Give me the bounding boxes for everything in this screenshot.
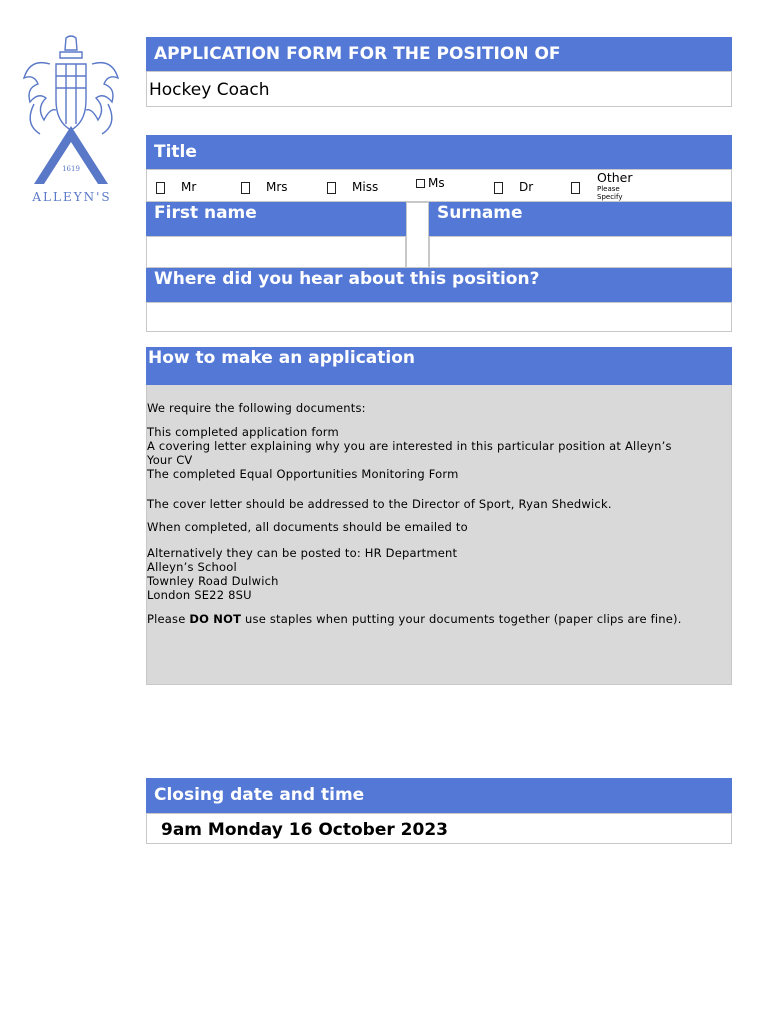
checkbox-icon[interactable] [327,182,336,194]
school-crest-logo [20,34,122,206]
logo-year: 1619 [62,165,80,173]
staples-note: Please DO NOT use staples when putting your documents together (paper clips are fine). [147,612,682,626]
post-address-line: London SE22 8SU [147,588,252,602]
position-value: Hockey Coach [149,80,270,100]
first-name-input[interactable] [146,236,406,268]
how-to-apply-header: How to make an application [146,347,732,385]
docs-intro: We require the following documents: [147,401,366,415]
doc-item: The completed Equal Opportunities Monitoring Form [147,467,459,481]
post-address-line: Alleyn’s School [147,560,237,574]
doc-item: A covering letter explaining why you are interested in this particular position at Alleyn’s [147,439,672,453]
hear-about-header: Where did you hear about this position? [146,268,732,302]
closing-date-value: 9am Monday 16 October 2023 [161,820,448,840]
surname-header: Surname [429,202,732,236]
hear-about-input[interactable] [146,302,732,332]
checkbox-icon[interactable] [416,179,425,188]
checkbox-icon[interactable] [156,182,165,194]
logo-wordmark: ALLEYN'S [32,190,112,204]
title-option-label: Dr [519,180,534,194]
title-option-label: Mrs [266,180,288,194]
first-name-header: First name [146,202,406,236]
doc-item: This completed application form [147,425,339,439]
position-header: APPLICATION FORM FOR THE POSITION OF [146,37,732,71]
closing-date-header: Closing date and time [146,778,732,813]
position-field[interactable] [146,71,732,107]
name-divider [406,202,429,268]
checkbox-icon[interactable] [571,182,580,194]
checkbox-icon[interactable] [241,182,250,194]
title-option-label: Miss [352,180,379,194]
surname-input[interactable] [429,236,732,268]
title-other-label: Other [597,170,633,185]
title-section-header: Title [146,135,732,169]
email-note: When completed, all documents should be emailed to [147,520,468,534]
title-option-label: Mr [181,180,197,194]
post-address-line: Alternatively they can be posted to: HR Department [147,546,458,560]
title-option-label: Ms [428,176,445,190]
doc-item: Your CV [147,453,193,467]
checkbox-icon[interactable] [494,182,503,194]
cover-letter-note: The cover letter should be addressed to the Director of Sport, Ryan Shedwick. [147,497,612,511]
closing-date-field [146,813,732,844]
post-address-line: Townley Road Dulwich [147,574,279,588]
title-other-hint: Please Specify [597,185,623,201]
